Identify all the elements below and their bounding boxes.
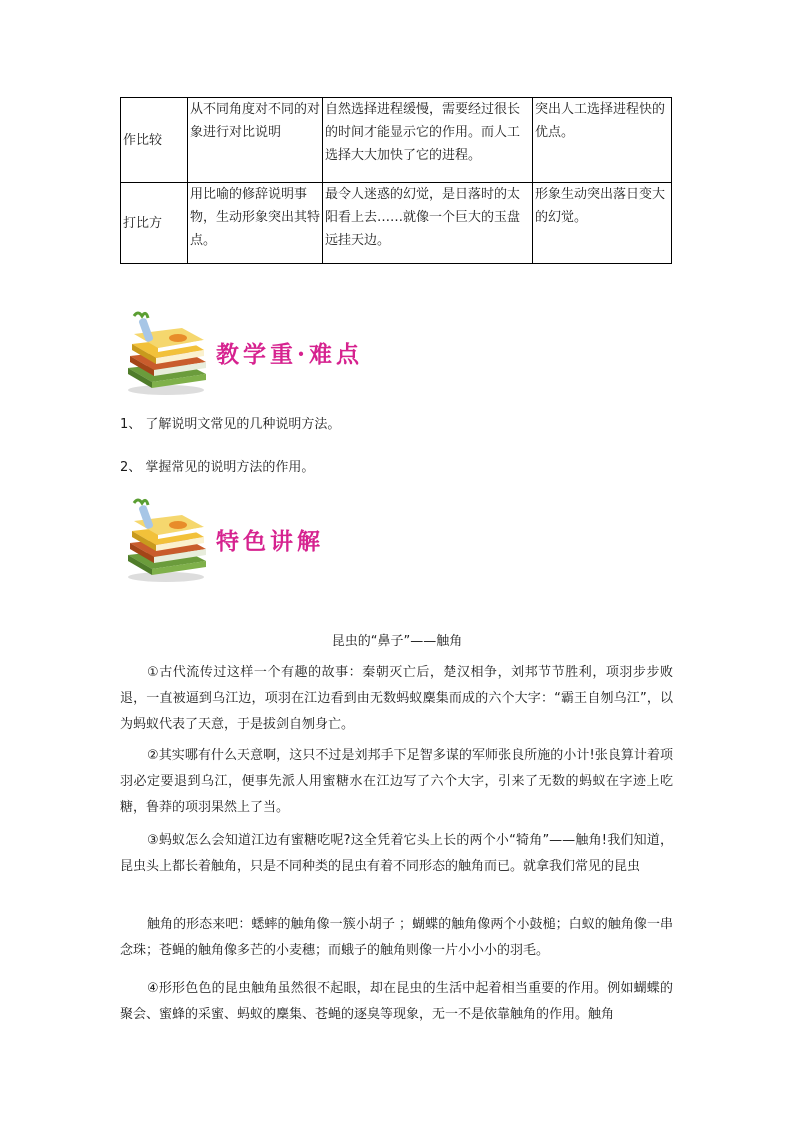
article-paragraph: ④形形色色的昆虫触角虽然很不起眼，却在昆虫的生活中起着相当重要的作用。例如蝴蝶的聚会、蜜蜂的采蜜、蚂蚁的麇集、苍蝇的逐臭等现象，无一不是依靠触角的作用。触角 (120, 981, 673, 1022)
method-example-cell: 最令人迷惑的幻觉，是日落时的太阳看上去……就像一个巨大的玉盘远挂天边。 (323, 183, 533, 264)
article-title: 昆虫的“鼻子”——触角 (331, 634, 463, 649)
section-heading-key-points (120, 310, 520, 396)
list-item: 1、 了解说明文常见的几种说明方法。 (120, 417, 341, 432)
article-paragraph: 触角的形态来吧：蟋蟀的触角像一簇小胡子 ；蝴蝶的触角像两个小鼓槌；白蚁的触角像一串念珠；苍蝇的触角像多芒的小麦穗；而蛾子的触角则像一片小小小的羽毛。 (120, 917, 673, 958)
section-title: 特色讲解 (216, 528, 324, 555)
method-description-cell: 用比喻的修辞说明事物，生动形象突出其特点。 (188, 183, 323, 264)
book-stack-icon (120, 497, 212, 583)
method-description-cell: 从不同角度对不同的对象进行对比说明 (188, 98, 323, 183)
article-paragraph: ①古代流传过这样一个有趣的故事：秦朝灭亡后，楚汉相争，刘邦节节胜利，项羽步步败退，一直被逼到乌江边，项羽在江边看到由无数蚂蚁麇集而成的六个大字：“霸王自刎乌江”，以为蚂蚁代表了天意，于是拔剑自刎身亡。 (120, 665, 673, 732)
list-item: 2、 掌握常见的说明方法的作用。 (120, 460, 315, 475)
article-paragraph: ②其实哪有什么天意啊，这只不过是刘邦手下足智多谋的军师张良所施的小计!张良算计着项羽必定要退到乌江，便事先派人用蜜糖水在江边写了六个大字，引来了无数的蚂蚁在字迹上吃糖，鲁莽的项羽果然上了当。 (120, 748, 673, 815)
table-row (121, 98, 672, 183)
method-effect-cell: 突出人工选择进程快的优点。 (533, 98, 672, 183)
book-stack-icon (120, 310, 212, 396)
section-title: 教学重·难点 (216, 341, 364, 368)
method-effect-cell: 形象生动突出落日变大的幻觉。 (533, 183, 672, 264)
section-heading-featured (120, 497, 520, 583)
table-row (121, 183, 672, 264)
method-name-cell: 作比较 (121, 98, 188, 183)
method-example-cell: 自然选择进程缓慢，需要经过很长的时间才能显示它的作用。而人工选择大大加快了它的进程。 (323, 98, 533, 183)
explanation-methods-table (120, 97, 672, 264)
article-paragraph: ③蚂蚁怎么会知道江边有蜜糖吃呢?这全凭着它头上长的两个小“犄角”——触角!我们知道，昆虫头上都长着触角，只是不同种类的昆虫有着不同形态的触角而已。就拿我们常见的昆虫 (120, 833, 673, 874)
method-name-cell: 打比方 (121, 183, 188, 264)
